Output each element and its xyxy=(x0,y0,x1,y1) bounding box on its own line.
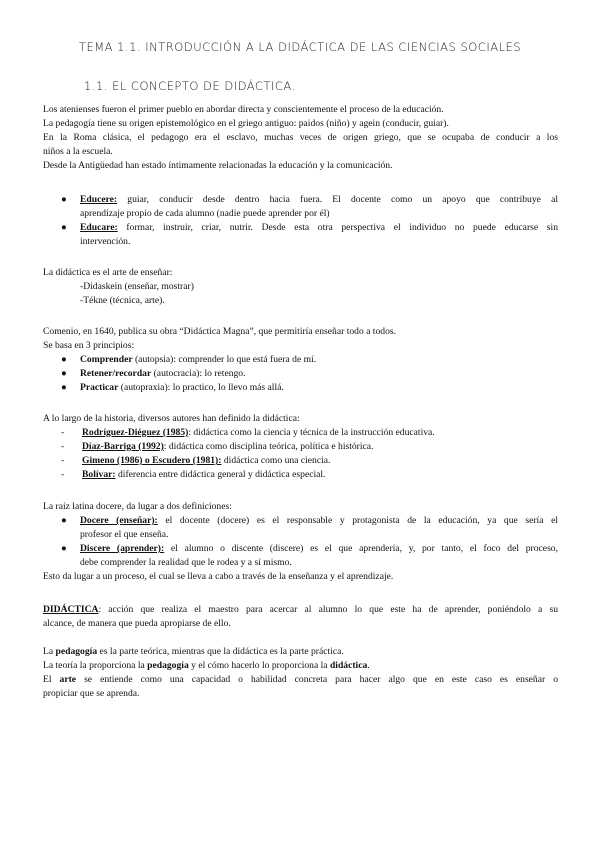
definition: (autopsia): comprender lo que está fuera de mí. xyxy=(132,354,317,365)
text-span: . xyxy=(367,660,370,671)
definition-cont: aprendizaje propio de cada alumno (nadie puede aprender por él) xyxy=(80,208,330,219)
term: Rodríguez-Diéguez (1985) xyxy=(82,427,189,438)
keyword: didáctica xyxy=(329,660,368,671)
autores-section xyxy=(43,412,558,482)
term: Educare: xyxy=(80,222,118,233)
intro-line: niños a la escuela. xyxy=(43,146,113,157)
bullet-icon: ● xyxy=(61,354,67,365)
autores-intro: A lo largo de la historia, diversos autores han definido la didáctica: xyxy=(43,413,300,424)
dash-marker: - xyxy=(61,427,65,438)
comenio-section xyxy=(43,325,558,395)
definition-term: DIDÁCTICA xyxy=(43,604,99,615)
definition-text: : acción que realiza el maestro para acercar al alumno lo que este ha de aprender, poniéndolo a su xyxy=(98,604,558,615)
definition: didáctica como una ciencia. xyxy=(221,455,331,466)
list-item xyxy=(43,454,558,468)
bullet-icon: ● xyxy=(61,368,67,379)
docere-outro: Esto da lugar a un proceso, el cual se lleva a cabo a través de la enseñanza y el aprendizaje. xyxy=(43,571,394,582)
keyword: pedagogía xyxy=(55,646,98,657)
intro-line: Desde la Antigüedad han estado íntimamente relacionadas la educación y la comunicación. xyxy=(43,160,393,171)
term: Comprender xyxy=(80,354,133,365)
definition: (autopraxia): lo practico, lo llevo más allá. xyxy=(118,382,284,393)
term: Gimeno (1986) o Escudero (1981): xyxy=(82,455,222,466)
keyword: arte xyxy=(59,674,77,685)
definition: diferencia entre didáctica general y didáctica especial. xyxy=(115,469,326,480)
list-item xyxy=(43,221,558,249)
bullet-icon: ● xyxy=(61,194,67,205)
docere-intro: La raíz latina docere, da lugar a dos definiciones: xyxy=(43,501,232,512)
text-span: La xyxy=(43,646,56,657)
final-line xyxy=(43,673,558,687)
section-subtitle: 1.1. EL CONCEPTO DE DIDÁCTICA. xyxy=(84,79,296,93)
final-line: propiciar que se aprenda. xyxy=(43,688,140,699)
term: Discere (aprender): xyxy=(80,543,165,554)
arte-item: -Tékne (técnica, arte). xyxy=(80,295,165,306)
educere-educare-list xyxy=(43,193,558,249)
definition: : didáctica como disciplina teórica, política e histórica. xyxy=(163,441,374,452)
dash-marker: - xyxy=(61,441,65,452)
definition: : didáctica como la ciencia y técnica de la instrucción educativa. xyxy=(188,427,435,438)
dash-marker: - xyxy=(61,455,65,466)
comenio-line: Comenio, en 1640, publica su obra “Didáctica Magna”, que permitiría enseñar todo a todos. xyxy=(43,326,396,337)
list-item xyxy=(43,426,558,440)
final-line xyxy=(43,659,558,673)
term: Educere: xyxy=(80,194,118,205)
term: Díaz-Barriga (1992) xyxy=(82,441,164,452)
intro-paragraph xyxy=(43,103,558,173)
intro-line: En la Roma clásica, el pedagogo era el esclavo, muchas veces de origen griego, que se ocupaba de conducir a los xyxy=(43,132,558,143)
final-line xyxy=(43,645,558,659)
definition: formar, instruir, criar, nutrir. Desde esta otra perspectiva el individuo no puede educarse sin xyxy=(117,222,558,233)
list-item xyxy=(43,514,558,542)
list-item xyxy=(43,381,558,395)
term: Bolívar: xyxy=(82,469,116,480)
definition: el alumno o discente (discere) es el que aprendería, y, por tanto, el foco del proceso, xyxy=(164,543,558,554)
text-span: La teoría la proporciona la xyxy=(43,660,148,671)
docere-section xyxy=(43,500,558,584)
term: Practicar xyxy=(80,382,119,393)
bullet-icon: ● xyxy=(61,222,67,233)
list-item xyxy=(43,440,558,454)
text-span: y el cómo hacerlo lo proporciona la xyxy=(188,660,330,671)
intro-line: Los atenienses fueron el primer pueblo en abordar directa y conscientemente el proceso de la educación. xyxy=(43,104,444,115)
keyword: pedagogía xyxy=(147,660,189,671)
list-item xyxy=(43,353,558,367)
list-item xyxy=(43,542,558,570)
list-item xyxy=(43,468,558,482)
definition: (autocracia): lo retengo. xyxy=(151,368,246,379)
arte-intro: La didáctica es el arte de enseñar: xyxy=(43,267,173,278)
definition-text-cont: alcance, de manera que pueda apropiarse de ello. xyxy=(43,618,231,629)
definition-cont: debe comprender la realidad que le rodea y a sí mismo. xyxy=(80,557,292,568)
bullet-icon: ● xyxy=(61,543,67,554)
bullet-icon: ● xyxy=(61,382,67,393)
final-paragraph xyxy=(43,645,558,701)
document-title: TEMA 1.1. INTRODUCCIÓN A LA DIDÁCTICA DE LAS CIENCIAS SOCIALES xyxy=(78,40,522,54)
dash-marker: - xyxy=(61,469,65,480)
text-span: El xyxy=(43,674,60,685)
comenio-line: Se basa en 3 principios: xyxy=(43,340,135,351)
definicion-paragraph xyxy=(43,603,558,631)
definition: guiar, conducir desde dentro hacia fuera. El docente como un apoyo que contribuye al xyxy=(117,194,558,205)
term: Docere (enseñar): xyxy=(80,515,158,526)
intro-line: La pedagogía tiene su origen epistemológico en el griego antiguo: paidos (niño) y agein (conducir, guiar). xyxy=(43,118,449,129)
arte-item: -Didaskein (enseñar, mostrar) xyxy=(80,281,194,292)
term: Retener/recordar xyxy=(80,368,152,379)
list-item xyxy=(43,367,558,381)
text-span: es la parte teórica, mientras que la didáctica es la parte práctica. xyxy=(97,646,344,657)
list-item xyxy=(43,193,558,221)
definition-cont: intervención. xyxy=(80,236,131,247)
arte-section xyxy=(43,266,558,308)
definition-cont: profesor el que enseña. xyxy=(80,529,169,540)
definition: el docente (docere) es el responsable y protagonista de la educación, ya que sería el xyxy=(157,515,558,526)
bullet-icon: ● xyxy=(61,515,67,526)
text-span: se entiende como una capacidad o habilidad concreta para hacer algo que en este caso es enseñar o xyxy=(76,674,558,685)
